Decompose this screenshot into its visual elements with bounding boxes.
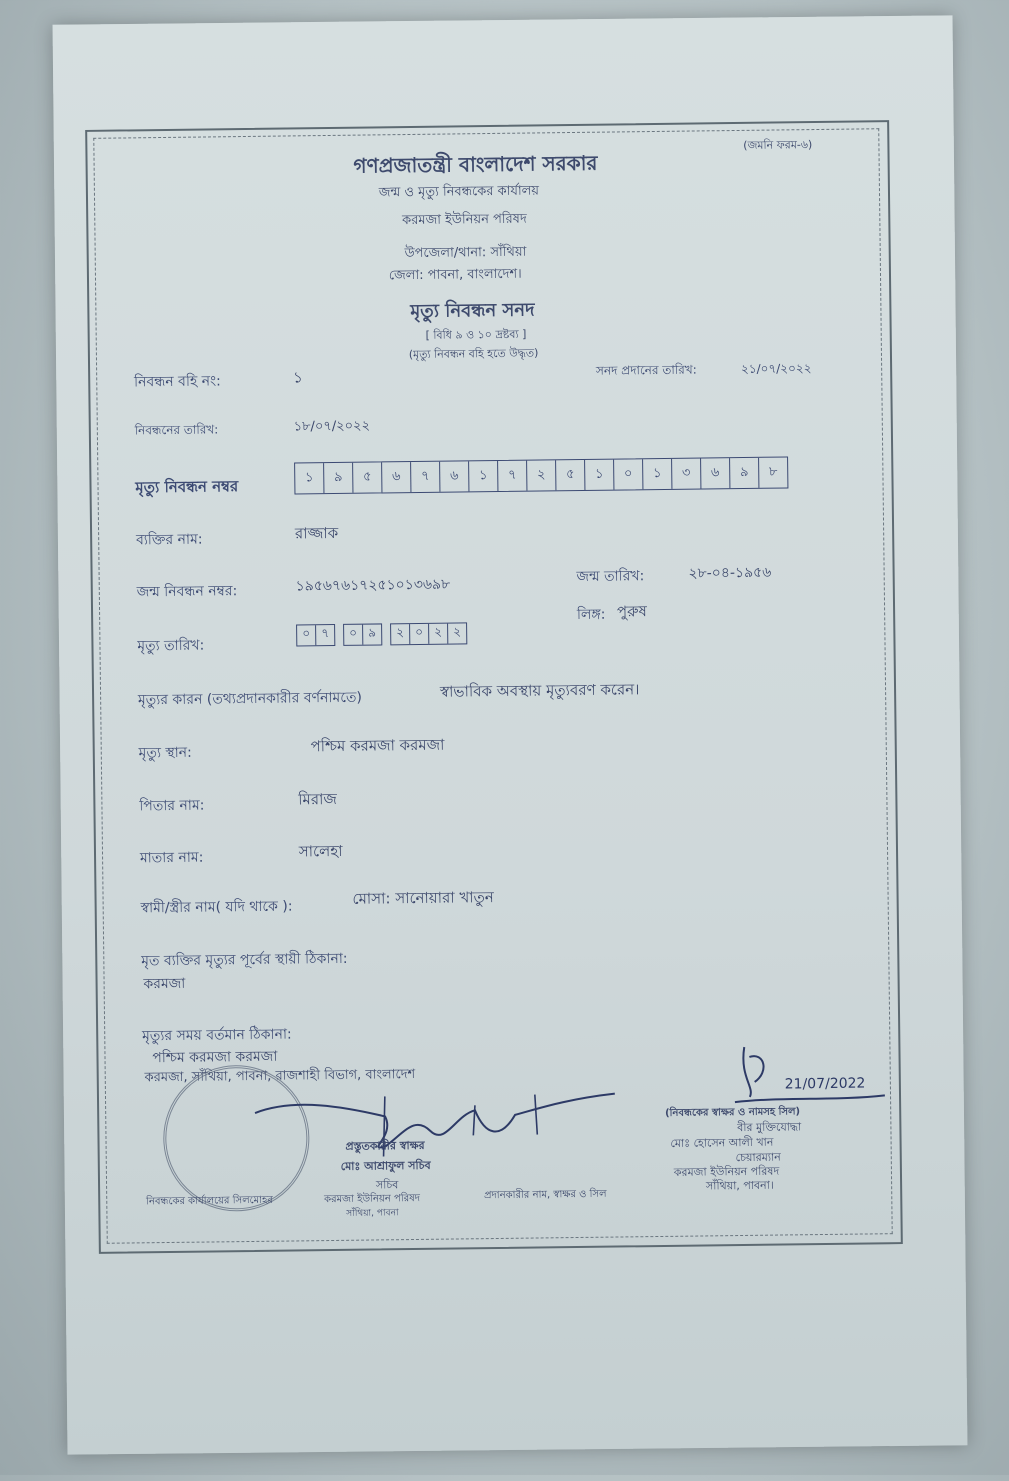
- gender-value: পুরুষ: [616, 602, 648, 621]
- certificate-title: মৃত্যু নিবন্ধন সনদ: [410, 299, 535, 323]
- death-reg-digit: ৭: [498, 461, 527, 491]
- death-reg-label: মৃত্যু নিবন্ধন নম্বর: [135, 477, 239, 497]
- death-reg-digit: ১: [469, 461, 498, 491]
- death-reg-digit: ৬: [440, 461, 469, 491]
- death-reg-digit: ১: [295, 463, 324, 493]
- permanent-address-value: করমজা: [143, 975, 186, 993]
- death-date-label: মৃত্যু তারিখ:: [137, 637, 205, 655]
- death-day-digit: ০: [297, 625, 316, 645]
- death-reg-digit: ০: [614, 459, 643, 489]
- name-value: রাজ্জাক: [294, 523, 339, 543]
- death-place-label: মৃত্যু স্থান:: [138, 744, 192, 762]
- birth-date-value: ২৮-০৪-১৯৫৬: [688, 564, 772, 582]
- form-tag: (জমনি ফরম-৬): [743, 138, 813, 152]
- death-day-digit: ৭: [321, 626, 330, 641]
- death-reg-digit: ৯: [730, 458, 759, 488]
- registration-date-value: ১৮/০৭/২০২২: [293, 418, 371, 435]
- office-seal-label: নিবন্ধকের কার্যালয়ের সিলমোহর: [146, 1194, 273, 1208]
- death-reg-digit: ৫: [556, 460, 585, 490]
- mother-label: মাতার নাম:: [139, 849, 204, 867]
- registrar-chair: চেয়ারম্যান: [735, 1150, 781, 1165]
- spouse-label: স্বামী/স্ত্রীর নাম( যদি থাকে ):: [140, 898, 293, 917]
- verifier-title: সচিব: [375, 1178, 399, 1192]
- present-address-label: মৃত্যুর সময় বর্তমান ঠিকানা:: [141, 1026, 292, 1045]
- death-month-digit: ৯: [368, 625, 377, 640]
- birth-date-label: জন্ম তারিখ:: [576, 568, 645, 586]
- issue-date-label: সনদ প্রদানের তারিখ:: [595, 362, 697, 378]
- register-book-value: ১: [292, 368, 303, 387]
- death-date-boxes: [296, 622, 467, 646]
- cause-label: মৃত্যুর কারন (তথ্যপ্রদানকারীর বর্ণনামতে): [137, 689, 362, 709]
- registrar-signature-date: 21/07/2022: [784, 1075, 866, 1093]
- mother-value: সালেহা: [298, 841, 343, 861]
- father-value: মিরাজ: [298, 790, 337, 809]
- issue-date-value: ২১/০৭/২০২২: [740, 361, 812, 377]
- registrar-label: (নিবন্ধকের স্বাক্ষর ও নামসহ সিল): [664, 1106, 801, 1120]
- source-note: (মৃত্যু নিবন্ধন বহি হতে উদ্ধৃত): [408, 346, 539, 362]
- death-year-digit: ২: [391, 624, 410, 644]
- registrar-place: সাঁথিয়া, পাবনা।: [705, 1178, 774, 1193]
- registrar-role: বীর মুক্তিযোদ্ধা: [737, 1120, 802, 1135]
- birth-reg-label: জন্ম নিবন্ধন নম্বর:: [136, 583, 238, 601]
- death-year-digit: ২: [429, 624, 448, 644]
- death-place-value: পশ্চিম করমজা করমজা: [310, 735, 445, 756]
- present-address-line2: করমজা, সাঁথিয়া, পাবনা, রাজশাহী বিভাগ, বাংলাদেশ: [144, 1067, 416, 1086]
- death-reg-digit: ৮: [768, 464, 778, 480]
- death-reg-digit: ১: [585, 460, 614, 490]
- union-name: করমজা ইউনিয়ন পরিষদ: [402, 211, 527, 229]
- death-reg-digit: ৭: [411, 462, 440, 492]
- death-year-digit: ২: [453, 624, 462, 639]
- verifier-signature: [235, 1073, 636, 1178]
- death-month-digit: ০: [344, 625, 363, 645]
- death-reg-digit: ৩: [672, 459, 701, 489]
- upazila: উপজেলা/থানা: সাঁথিয়া: [404, 244, 527, 262]
- birth-reg-value: ১৯৫৬৭৬১৭২৫১০১৩৬৯৮: [295, 576, 451, 595]
- office-name: জন্ম ও মৃত্যু নিবন্ধকের কার্যালয়: [378, 183, 540, 201]
- registrar-union: করমজা ইউনিয়ন পরিষদ: [673, 1164, 780, 1179]
- death-year-boxes: [390, 622, 467, 645]
- gender-label: লিঙ্গ:: [576, 606, 606, 624]
- union-seal-text: করমজা ইউনিয়ন পরিষদ: [324, 1193, 421, 1206]
- death-reg-digit: ৬: [701, 458, 730, 488]
- present-address-line1: পশ্চিম করমজা করমজা: [152, 1048, 278, 1067]
- father-label: পিতার নাম:: [139, 797, 205, 815]
- death-reg-digit: ১: [643, 459, 672, 489]
- death-day-boxes: [296, 624, 335, 646]
- death-year-digit: ০: [410, 624, 429, 644]
- registration-date-label: নিবন্ধনের তারিখ:: [134, 422, 219, 438]
- death-reg-number-boxes: [294, 456, 788, 494]
- death-month-boxes: [343, 623, 382, 645]
- government-title: গণপ্রজাতন্ত্রী বাংলাদেশ সরকার: [353, 150, 598, 178]
- spouse-value: মোসা: সানোয়ারা খাতুন: [352, 888, 494, 908]
- rule-reference: [ বিধি ৯ ও ১০ দ্রষ্টব্য ]: [425, 327, 527, 342]
- registrar-name: মোঃ হোসেন আলী খান: [670, 1135, 774, 1150]
- verifier-signature-label: প্রস্তুতকারীর স্বাক্ষর: [345, 1138, 425, 1153]
- issuer-label: প্রদানকারীর নাম, স্বাক্ষর ও সিল: [483, 1188, 607, 1202]
- verifier-name: মোঃ আশ্রাফুল সচিব: [340, 1158, 431, 1173]
- death-reg-digit: ৯: [324, 463, 353, 493]
- death-reg-digit: ২: [527, 460, 556, 490]
- name-label: ব্যক্তির নাম:: [135, 531, 203, 549]
- cause-value: স্বাভাবিক অবস্থায় মৃত্যুবরণ করেন।: [439, 680, 640, 701]
- district: জেলা: পাবনা, বাংলাদেশ।: [388, 266, 522, 284]
- register-book-label: নিবন্ধন বহি নং:: [133, 373, 221, 391]
- permanent-address-label: মৃত ব্যক্তির মৃত্যুর পূর্বের স্থায়ী ঠিকানা:: [141, 950, 348, 970]
- death-reg-digit: ৫: [353, 462, 382, 492]
- union-seal-subtext: সাঁথিয়া, পাবনা: [346, 1208, 399, 1219]
- death-reg-digit: ৬: [382, 462, 411, 492]
